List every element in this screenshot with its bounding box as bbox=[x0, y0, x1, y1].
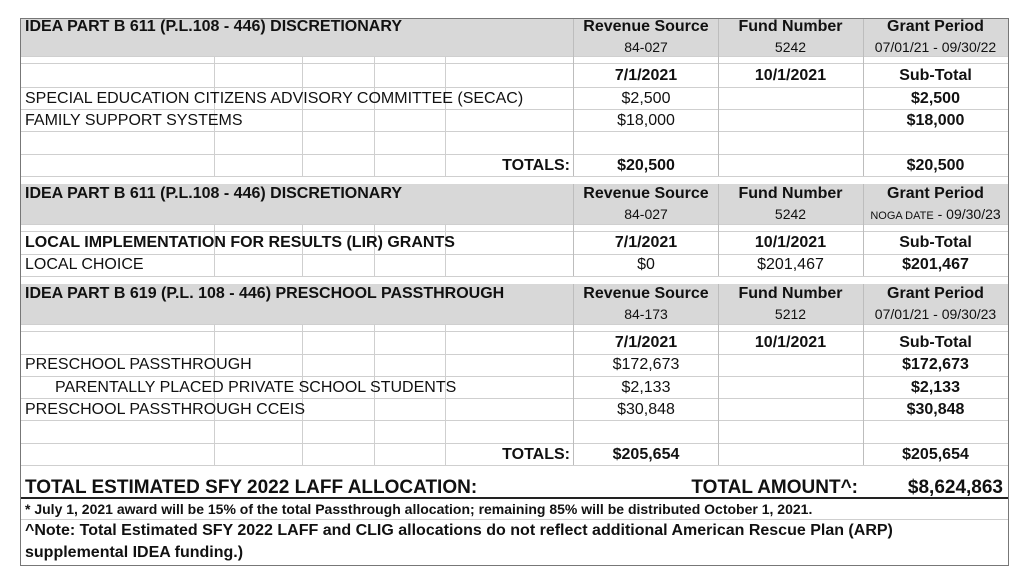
table-row-label: PRESCHOOL PASSTHROUGH bbox=[25, 356, 252, 373]
section1-revenue-value: 84-027 bbox=[624, 39, 668, 55]
section3-revenue-value: 84-173 bbox=[624, 306, 668, 322]
section3-col-a: 7/1/2021 bbox=[614, 334, 678, 351]
section1-fund-label: Fund Number bbox=[738, 18, 843, 35]
section3-col-sub: Sub-Total bbox=[899, 334, 972, 351]
section1-col-sub: Sub-Total bbox=[899, 67, 972, 84]
section2-grant-label: Grant Period bbox=[887, 185, 984, 202]
table-row-a: $2,500 bbox=[621, 90, 671, 107]
section3-grant-label: Grant Period bbox=[887, 285, 984, 302]
grid-line bbox=[21, 354, 1008, 355]
grid-line bbox=[21, 276, 1008, 277]
table-row-label: PARENTALLY PLACED PRIVATE SCHOOL STUDENTS bbox=[55, 379, 457, 396]
section2-fund-value: 5242 bbox=[774, 206, 807, 222]
table-row-sub: $18,000 bbox=[906, 112, 965, 129]
grid-line bbox=[21, 63, 1008, 64]
section1-col-a: 7/1/2021 bbox=[614, 67, 678, 84]
table-row-a: $0 bbox=[637, 256, 655, 273]
section1-title: IDEA PART B 611 (P.L.108 - 446) DISCRETIONARY bbox=[25, 18, 402, 35]
table-row-label: PRESCHOOL PASSTHROUGH CCEIS bbox=[25, 401, 306, 418]
section2-subtitle: LOCAL IMPLEMENTATION FOR RESULTS (LIR) GRANTS bbox=[25, 234, 455, 251]
grid-line bbox=[21, 465, 1008, 466]
section2-col-sub: Sub-Total bbox=[899, 234, 972, 251]
section1-totals-sub: $20,500 bbox=[906, 157, 965, 174]
table-row-sub: $2,133 bbox=[911, 379, 960, 396]
grid-line bbox=[302, 56, 303, 176]
section2-title: IDEA PART B 611 (P.L.108 - 446) DISCRETIONARY bbox=[25, 185, 402, 202]
table-row-label: FAMILY SUPPORT SYSTEMS bbox=[25, 112, 243, 129]
grid-line bbox=[21, 376, 1008, 377]
grid-line bbox=[21, 420, 1008, 421]
grid-line bbox=[21, 443, 1008, 444]
table-row-label: LOCAL CHOICE bbox=[25, 256, 144, 273]
section3-title: IDEA PART B 619 (P.L. 108 - 446) PRESCHOOL PASSTHROUGH bbox=[25, 285, 505, 302]
section3-totals-label: TOTALS: bbox=[502, 446, 570, 463]
section3-revenue-label: Revenue Source bbox=[583, 285, 709, 302]
section3-totals-sub: $205,654 bbox=[902, 446, 969, 463]
section2-revenue-value: 84-027 bbox=[624, 206, 668, 222]
section2-col-a: 7/1/2021 bbox=[614, 234, 678, 251]
grid-line bbox=[21, 176, 1008, 177]
grid-line bbox=[21, 324, 1008, 325]
table-row-sub: $2,500 bbox=[911, 90, 960, 107]
section3-col-b: 10/1/2021 bbox=[754, 334, 827, 351]
table-row-a: $172,673 bbox=[612, 356, 680, 373]
section1-totals-label: TOTALS: bbox=[502, 157, 570, 174]
section1-grant-value: 07/01/21 - 09/30/22 bbox=[874, 39, 997, 55]
table-row-a: $2,133 bbox=[621, 379, 671, 396]
table-row-sub: $30,848 bbox=[906, 401, 965, 418]
noga-date-label: NOGA DATE bbox=[870, 210, 934, 222]
table-row-b: $201,467 bbox=[757, 256, 824, 273]
section2-grant-value bbox=[863, 205, 1008, 225]
section2-col-b: 10/1/2021 bbox=[754, 234, 827, 251]
table-row-a: $18,000 bbox=[617, 112, 675, 129]
section1-totals-a: $20,500 bbox=[617, 157, 675, 174]
total-amount-value: $8,624,863 bbox=[907, 477, 1003, 498]
grid-line bbox=[21, 224, 1008, 225]
section2-revenue-label: Revenue Source bbox=[583, 185, 709, 202]
table-row-sub: $201,467 bbox=[902, 256, 969, 273]
grid-line bbox=[21, 254, 1008, 255]
section3-fund-value: 5212 bbox=[774, 306, 807, 322]
grid-line bbox=[21, 519, 1008, 520]
section1-fund-value: 5242 bbox=[774, 39, 807, 55]
section1-col-b: 10/1/2021 bbox=[754, 67, 827, 84]
grant-end-date: - 09/30/23 bbox=[933, 206, 1001, 222]
table-row-sub: $172,673 bbox=[902, 356, 969, 373]
section3-fund-label: Fund Number bbox=[738, 285, 843, 302]
total-allocation-label: TOTAL ESTIMATED SFY 2022 LAFF ALLOCATION: bbox=[25, 477, 478, 498]
section3-grant-value: 07/01/21 - 09/30/23 bbox=[874, 306, 997, 322]
grid-line bbox=[21, 398, 1008, 399]
grid-line bbox=[374, 56, 375, 176]
total-amount-label: TOTAL AMOUNT^: bbox=[691, 477, 858, 498]
table-row-label: SPECIAL EDUCATION CITIZENS ADVISORY COMMITTEE (SECAC) bbox=[25, 90, 524, 107]
grid-line bbox=[21, 331, 1008, 332]
section1-revenue-label: Revenue Source bbox=[583, 18, 709, 35]
section2-fund-label: Fund Number bbox=[738, 185, 843, 202]
table-row-a: $30,848 bbox=[617, 401, 675, 418]
footnote-july: * July 1, 2021 award will be 15% of the total Passthrough allocation; remaining 85% will be distributed October 1, 2021. bbox=[25, 501, 813, 517]
grid-line bbox=[21, 109, 1008, 110]
section1-grant-label: Grant Period bbox=[887, 18, 984, 35]
grid-line bbox=[21, 231, 1008, 232]
grid-line bbox=[21, 154, 1008, 155]
footnote-arp-line1: ^Note: Total Estimated SFY 2022 LAFF and CLIG allocations do not reflect additional American Rescue Plan (ARP) bbox=[25, 522, 893, 539]
grid-line bbox=[21, 56, 1008, 57]
grid-line bbox=[21, 87, 1008, 88]
footnote-arp-line2: supplemental IDEA funding.) bbox=[25, 544, 244, 561]
grid-line bbox=[21, 131, 1008, 132]
section3-totals-a: $205,654 bbox=[612, 446, 680, 463]
